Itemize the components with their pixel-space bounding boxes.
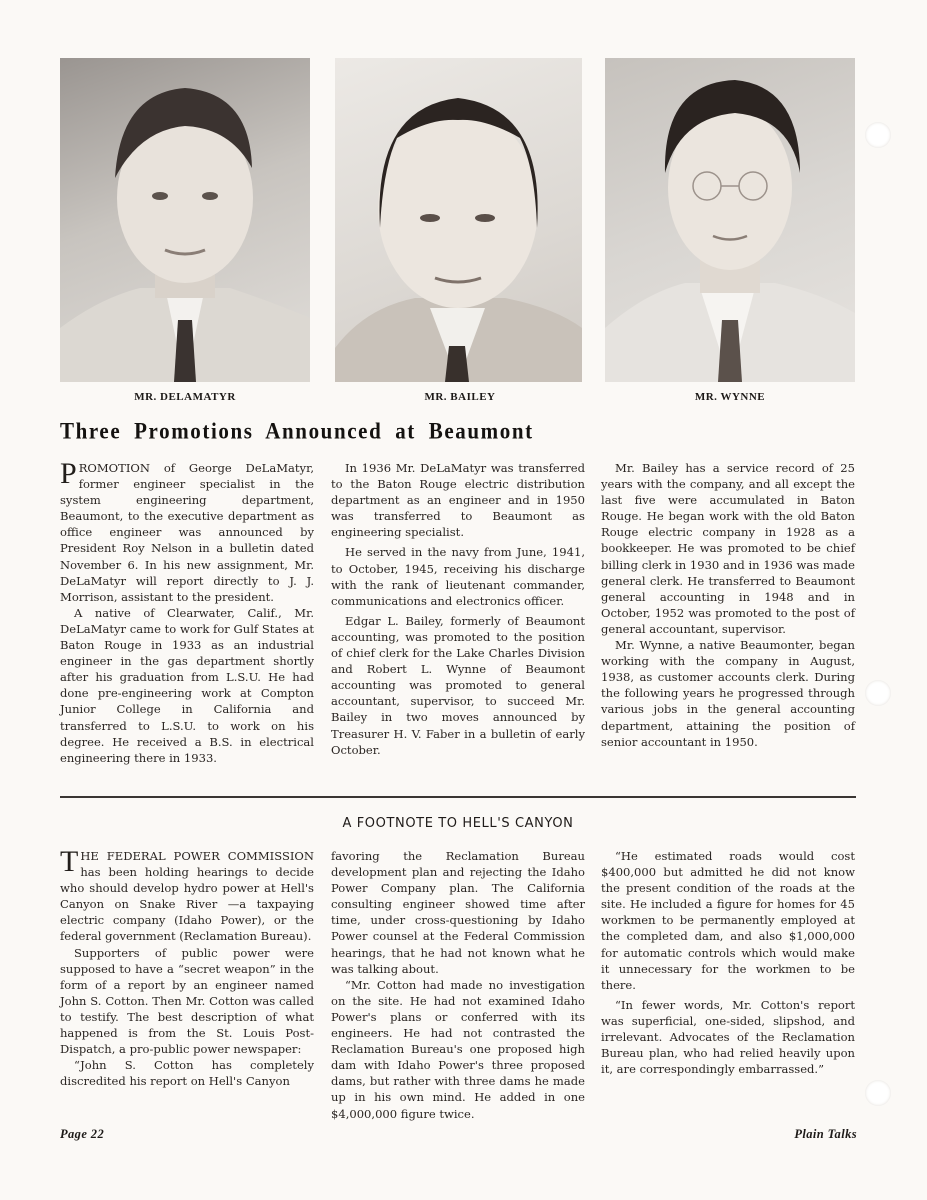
article-column <box>331 848 585 1122</box>
hole-punch-mark <box>865 122 891 148</box>
paragraph: Edgar L. Bailey, formerly of Beaumont accounting, was promoted to the position of chief clerk for the Lake Charles Division and Robert L. Wynne of Beaumont accounting was promoted to general accountant, supervisor, to succeed Mr. Bailey in two moves announced by Treasurer H. V. Faber in a bulletin of early October. <box>331 613 585 757</box>
paragraph: PROMOTION of George DeLaMatyr, former engineer specialist in the system engineering department, Beaumont, to the executive department as office engineer was announced by President Roy Nelson in a bulletin dated November 6. In his new assignment, Mr. DeLaMatyr will report directly to J. J. Morrison, assistant to the president. <box>60 457 314 604</box>
article-column <box>601 848 855 1077</box>
paragraph: “In fewer words, Mr. Cotton's report was superficial, one-sided, slipshod, and irrelevant. Advocates of the Reclamation Bureau plan, who had relied heavily upon it, are correspondingly embarrassed.” <box>601 997 855 1077</box>
hole-punch-mark <box>865 1080 891 1106</box>
paragraph: “Mr. Cotton had made no investigation on the site. He had not examined Idaho Power's plans or conferred with its engineers. He had not contrasted the Reclamation Bureau's one proposed high dam with Idaho Power's three proposed dams, but rather with three dams he made up in his own mind. He added in one $4,000,000 figure twice. <box>331 977 585 1121</box>
hole-punch-mark <box>865 680 891 706</box>
paragraph: favoring the Reclamation Bureau development plan and rejecting the Idaho Power Company plan. The California consulting engineer showed time after time, under cross-questioning by Idaho Power counsel at the Federal Commission hearings, that he had not known what he was talking about. <box>331 849 585 976</box>
paragraph: Mr. Wynne, a native Beaumonter, began working with the company in August, 1938, as customer accounts clerk. During the following years he progressed through various jobs in the general accounting department, attaining the position of senior accountant in 1950. <box>601 638 855 749</box>
photo-caption: MR. DELAMATYR <box>134 391 236 403</box>
article-headline: A FOOTNOTE TO HELL'S CANYON <box>342 816 574 831</box>
paragraph: Mr. Bailey has a service record of 25 years with the company, and all except the last five were accumulated in Baton Rouge. He began work with the old Baton Rouge electric company in 1928 as a bookkeeper. He was promoted to be chief billing clerk in 1930 and in 1936 was made general clerk. He transferred to Beaumont general accounting in 1948 and in October, 1952 was promoted to the post of general accountant, supervisor. <box>601 461 855 636</box>
publication-name: Plain Talks <box>794 1127 857 1141</box>
paragraph: Supporters of public power were supposed to have a “secret weapon” in the form of a report by an engineer named John S. Cotton. Then Mr. Cotton was called to testify. The best description of what happened is from the St. Louis Post-Dispatch, a pro-public power newspaper: <box>60 945 314 1057</box>
article-column <box>60 457 314 766</box>
paragraph: THE FEDERAL POWER COMMISSION has been holding hearings to decide who should develop hydro power at Hell's Canyon on Snake River —a taxpaying electric company (Idaho Power), or the federal government (Reclamation Bureau). <box>60 845 314 944</box>
article-column <box>601 460 855 750</box>
page-number: Page 22 <box>60 1127 105 1141</box>
paragraph: “He estimated roads would cost $400,000 but admitted he did not know the present condition of the roads at the site. He included a figure for homes for 45 workmen to be permanently employed at the completed dam, and also $1,000,000 for automatic controls which would make it unnecessary for the workmen to be there. <box>601 849 855 992</box>
section-divider <box>60 796 856 798</box>
photo-wynne <box>605 58 855 382</box>
drop-cap: P <box>60 457 77 490</box>
article-headline: Three Promotions Announced at Beaumont <box>60 418 534 444</box>
paragraph: A native of Clearwater, Calif., Mr. DeLaMatyr came to work for Gulf States at Baton Rouge in 1933 as an industrial engineer in the gas department shortly after his graduation from L.S.U. He had done pre-engineering work at Compton Junior College in California and transferred to L.S.U. to work on his degree. He received a B.S. in electrical engineering there in 1933. <box>60 605 314 765</box>
article-column <box>60 845 314 1089</box>
photo-caption: MR. BAILEY <box>424 391 496 403</box>
photo-delamatyr <box>60 58 310 382</box>
paragraph: “John S. Cotton has completely discredited his report on Hell's Canyon <box>60 1058 314 1089</box>
photo-caption: MR. WYNNE <box>694 391 766 403</box>
portrait-icon <box>605 58 855 382</box>
drop-cap: T <box>60 845 79 878</box>
portrait-icon <box>60 58 310 382</box>
paragraph: He served in the navy from June, 1941, to October, 1945, receiving his discharge with the rank of lieutenant commander, communications and electronics officer. <box>331 545 585 608</box>
article-column <box>331 460 585 758</box>
paragraph: In 1936 Mr. DeLaMatyr was transferred to the Baton Rouge electric distribution department as an engineer and in 1950 was transferred to Beaumont as engineering specialist. <box>331 461 585 540</box>
portrait-icon <box>335 58 582 382</box>
photo-bailey <box>335 58 582 382</box>
